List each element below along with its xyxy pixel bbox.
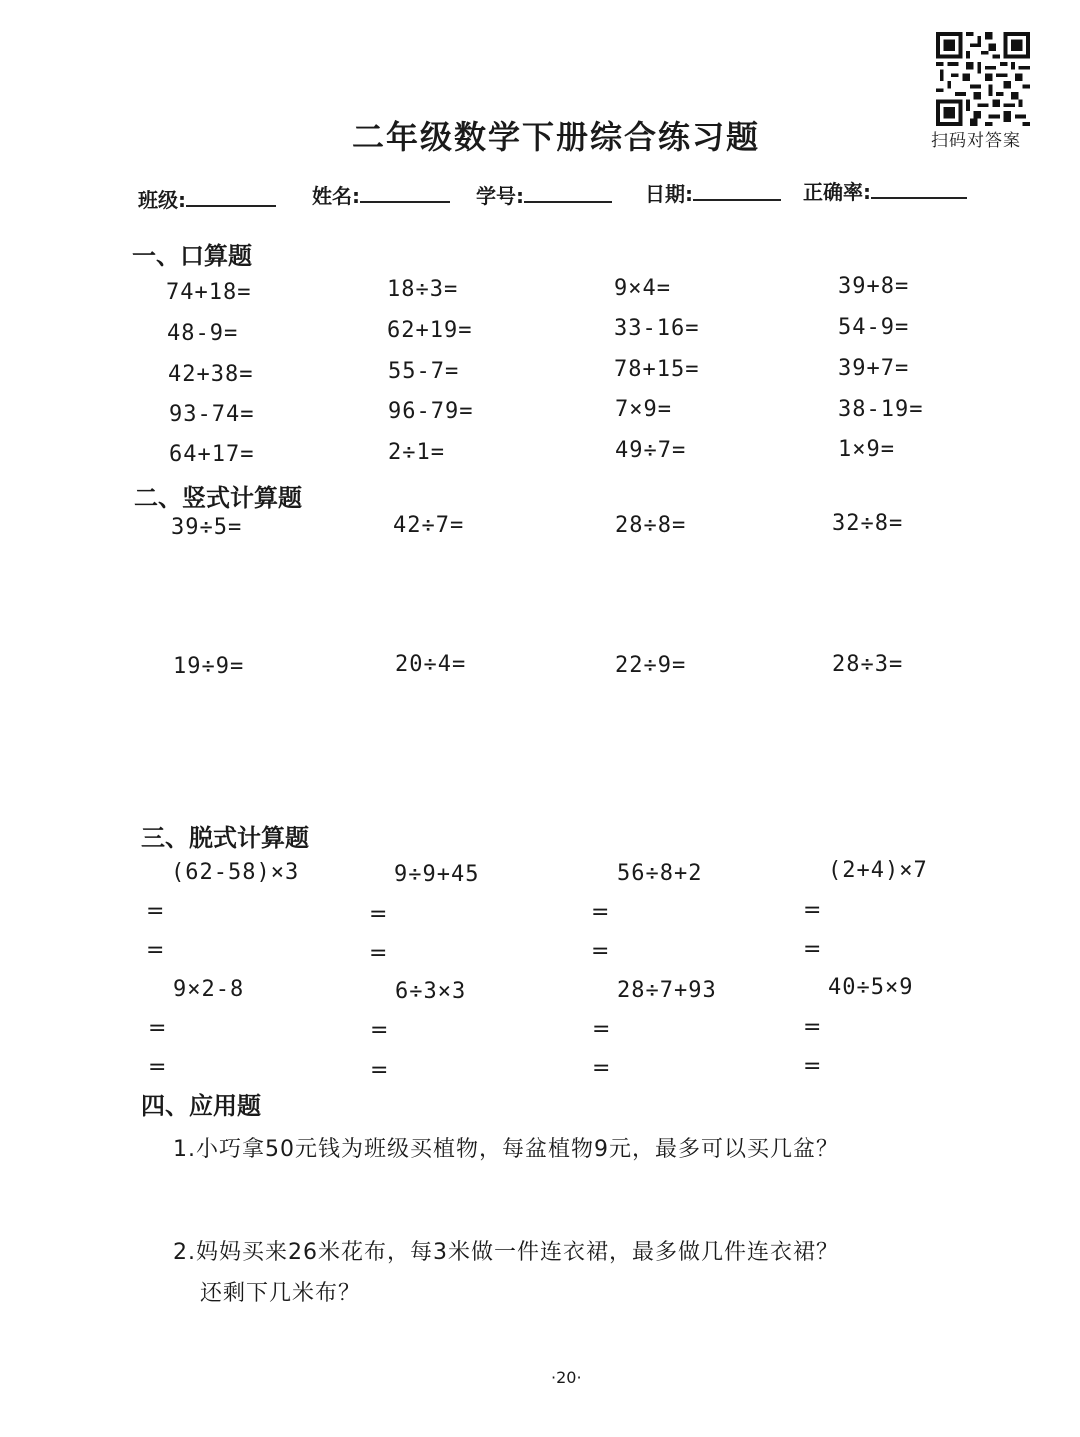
name-blank[interactable] <box>360 181 450 203</box>
equals-sign: = <box>803 1015 822 1040</box>
equals-sign: = <box>370 1018 389 1043</box>
student-id-field-label: 学号: <box>476 184 524 208</box>
mental-problem: 93-74= <box>169 402 255 427</box>
word-problem-2-continued: 还剩下几米布？ <box>200 1281 362 1306</box>
mental-problem: 7×9= <box>615 397 672 422</box>
equals-sign: = <box>369 941 388 966</box>
equals-sign: = <box>146 899 165 924</box>
word-problem-2: 2.妈妈买来26米花布，每3米做一件连衣裙，最多做几件连衣裙？ <box>173 1240 839 1265</box>
mental-problem: 39+8= <box>838 274 910 299</box>
class-blank[interactable] <box>186 185 276 207</box>
page-number: ·20· <box>551 1368 582 1387</box>
equals-sign: = <box>803 1054 822 1079</box>
mental-problem: 62+19= <box>387 318 473 343</box>
date-field-label: 日期: <box>645 182 693 206</box>
class-field-label: 班级: <box>138 188 186 212</box>
mental-problem: 39+7= <box>838 356 910 381</box>
stepwise-problem: (62-58)×3 <box>171 860 300 885</box>
accuracy-field <box>803 176 967 205</box>
vertical-problem: 42÷7= <box>393 513 465 538</box>
stepwise-problem: 28÷7+93 <box>617 978 717 1003</box>
stepwise-problem: (2+4)×7 <box>828 858 928 883</box>
mental-problem: 49÷7= <box>615 438 687 463</box>
date-field <box>645 178 781 207</box>
mental-problem: 18÷3= <box>387 277 459 302</box>
student-id-blank[interactable] <box>524 181 612 203</box>
mental-problem: 9×4= <box>614 276 671 301</box>
mental-problem: 48-9= <box>167 321 239 346</box>
equals-sign: = <box>803 937 822 962</box>
section-1-title: 一、口算题 <box>132 242 252 270</box>
mental-problem: 1×9= <box>838 437 895 462</box>
qr-caption: 扫码对答案 <box>931 131 1021 151</box>
mental-problem: 2÷1= <box>388 440 445 465</box>
mental-problem: 54-9= <box>838 315 910 340</box>
vertical-problem: 32÷8= <box>832 511 904 536</box>
equals-sign: = <box>591 939 610 964</box>
stepwise-problem: 6÷3×3 <box>395 979 467 1004</box>
mental-problem: 55-7= <box>388 359 460 384</box>
name-field <box>312 180 450 209</box>
student-id-field <box>476 180 612 209</box>
vertical-problem: 39÷5= <box>171 515 243 540</box>
stepwise-problem: 9×2-8 <box>173 977 245 1002</box>
vertical-problem: 22÷9= <box>615 653 687 678</box>
equals-sign: = <box>592 1056 611 1081</box>
word-problem-1: 1.小巧拿50元钱为班级买植物，每盆植物9元，最多可以买几盆？ <box>173 1137 839 1162</box>
vertical-problem: 19÷9= <box>173 654 245 679</box>
stepwise-problem: 9÷9+45 <box>394 862 480 887</box>
mental-problem: 38-19= <box>838 397 924 422</box>
class-field <box>138 184 276 213</box>
accuracy-blank[interactable] <box>871 177 967 199</box>
stepwise-problem: 40÷5×9 <box>828 975 914 1000</box>
section-2-title: 二、竖式计算题 <box>134 484 302 512</box>
date-blank[interactable] <box>693 179 781 201</box>
mental-problem: 33-16= <box>614 316 700 341</box>
equals-sign: = <box>146 938 165 963</box>
qr-code-icon[interactable] <box>936 32 1030 126</box>
stepwise-problem: 56÷8+2 <box>617 861 703 886</box>
equals-sign: = <box>591 900 610 925</box>
page-title: 二年级数学下册综合练习题 <box>352 118 761 156</box>
vertical-problem: 28÷3= <box>832 652 904 677</box>
section-3-title: 三、脱式计算题 <box>141 824 309 852</box>
equals-sign: = <box>370 1058 389 1083</box>
mental-problem: 78+15= <box>614 357 700 382</box>
vertical-problem: 28÷8= <box>615 513 687 538</box>
equals-sign: = <box>148 1055 167 1080</box>
equals-sign: = <box>369 902 388 927</box>
name-field-label: 姓名: <box>312 184 360 208</box>
mental-problem: 96-79= <box>388 399 474 424</box>
mental-problem: 42+38= <box>168 362 254 387</box>
vertical-problem: 20÷4= <box>395 652 467 677</box>
equals-sign: = <box>592 1017 611 1042</box>
mental-problem: 64+17= <box>169 442 255 467</box>
section-4-title: 四、应用题 <box>141 1092 261 1120</box>
accuracy-field-label: 正确率: <box>803 180 871 204</box>
equals-sign: = <box>803 898 822 923</box>
equals-sign: = <box>148 1016 167 1041</box>
mental-problem: 74+18= <box>166 280 252 305</box>
